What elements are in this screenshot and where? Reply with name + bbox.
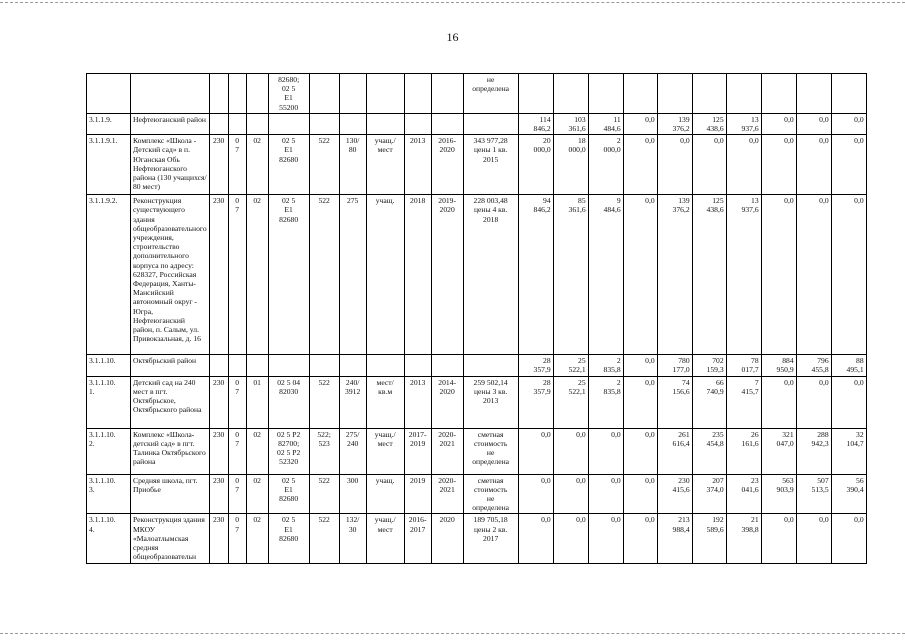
- funding-value: 0,0: [623, 474, 657, 514]
- row-number: 3.1.1.9.: [87, 113, 131, 134]
- target-article-code: 02 5 04 82030: [268, 376, 309, 428]
- funding-value: 0,0: [796, 376, 831, 428]
- funding-value: 103 361,6: [553, 113, 588, 134]
- target-article-code: [268, 355, 309, 376]
- ministry-code: [209, 74, 228, 114]
- design-year: 2019: [404, 474, 431, 514]
- funding-value: 192 589,6: [692, 514, 726, 564]
- funding-value: 2 835,8: [588, 355, 623, 376]
- design-year: 2017- 2019: [404, 428, 431, 474]
- investment-table: [86, 73, 867, 564]
- estimated-cost: сметная стоимость не определена: [463, 474, 518, 514]
- funding-value: 0,0: [588, 428, 623, 474]
- subsection-code: 02: [246, 514, 268, 564]
- section-code: 0 7: [228, 428, 246, 474]
- capacity-unit: [366, 74, 404, 114]
- expense-type-code: [309, 113, 339, 134]
- design-year: 2013: [404, 376, 431, 428]
- target-article-code: 82680; 02 5 Е1 55200: [268, 74, 309, 114]
- table-row: [87, 135, 867, 195]
- funding-value: 0,0: [692, 135, 726, 195]
- target-article-code: 02 5 Р2 82700; 02 5 Р2 52320: [268, 428, 309, 474]
- funding-value: 0,0: [518, 514, 553, 564]
- table-row: [87, 514, 867, 564]
- section-code: 0 7: [228, 135, 246, 195]
- table-row: [87, 195, 867, 355]
- subsection-code: 02: [246, 428, 268, 474]
- design-year: 2013: [404, 135, 431, 195]
- estimated-cost: не определена: [463, 74, 518, 114]
- scan-edge-top: [0, 2, 905, 3]
- target-article-code: [268, 113, 309, 134]
- funding-value: 321 047,0: [761, 428, 796, 474]
- table-row: [87, 74, 867, 114]
- funding-value: 0,0: [761, 376, 796, 428]
- funding-value: 0,0: [588, 474, 623, 514]
- subsection-code: 02: [246, 195, 268, 355]
- funding-value: 0,0: [623, 135, 657, 195]
- expense-type-code: [309, 355, 339, 376]
- funding-value: 288 942,3: [796, 428, 831, 474]
- funding-value: 0,0: [623, 113, 657, 134]
- target-article-code: 02 5 Е1 82680: [268, 474, 309, 514]
- funding-value: 0,0: [588, 514, 623, 564]
- table-row: [87, 428, 867, 474]
- funding-value: 235 454,8: [692, 428, 726, 474]
- funding-value: 66 740,9: [692, 376, 726, 428]
- capacity-unit: учащ.: [366, 474, 404, 514]
- funding-value: 32 104,7: [831, 428, 866, 474]
- ministry-code: 230: [209, 428, 228, 474]
- funding-value: 25 522,1: [553, 355, 588, 376]
- capacity-unit: учащ.: [366, 195, 404, 355]
- funding-value: 261 616,4: [657, 428, 692, 474]
- capacity: 300: [339, 474, 366, 514]
- scan-edge-bottom: [0, 633, 905, 634]
- construction-years: [431, 355, 463, 376]
- capacity: [339, 74, 366, 114]
- funding-value: 507 513,5: [796, 474, 831, 514]
- funding-value: 78 017,7: [726, 355, 761, 376]
- funding-value: 2 835,8: [588, 376, 623, 428]
- capacity-unit: [366, 355, 404, 376]
- funding-value: 25 522,1: [553, 376, 588, 428]
- subsection-code: [246, 113, 268, 134]
- row-number: 3.1.1.10.: [87, 355, 131, 376]
- funding-value: 125 438,6: [692, 195, 726, 355]
- funding-value: [692, 74, 726, 114]
- ministry-code: [209, 355, 228, 376]
- estimated-cost: [463, 355, 518, 376]
- funding-value: 7 415,7: [726, 376, 761, 428]
- funding-value: 563 903,9: [761, 474, 796, 514]
- funding-value: 0,0: [623, 355, 657, 376]
- funding-value: 9 484,6: [588, 195, 623, 355]
- funding-value: 0,0: [518, 428, 553, 474]
- funding-value: 85 361,6: [553, 195, 588, 355]
- funding-value: 13 937,6: [726, 195, 761, 355]
- funding-value: 0,0: [623, 376, 657, 428]
- construction-years: 2016- 2020: [431, 135, 463, 195]
- funding-value: 0,0: [518, 474, 553, 514]
- funding-value: 0,0: [657, 135, 692, 195]
- construction-years: [431, 74, 463, 114]
- funding-value: [657, 74, 692, 114]
- expense-type-code: 522: [309, 474, 339, 514]
- design-year: [404, 74, 431, 114]
- section-code: [228, 74, 246, 114]
- row-number: 3.1.1.9.2.: [87, 195, 131, 355]
- funding-value: 230 415,6: [657, 474, 692, 514]
- object-name: Комплекс «Школа - Детский сад» в п. Юганская Обь Нефтеюганского района (130 учащихся/ 80 мест): [131, 135, 210, 195]
- expense-type-code: 522: [309, 514, 339, 564]
- target-article-code: 02 5 Е1 82680: [268, 514, 309, 564]
- section-code: [228, 113, 246, 134]
- construction-years: 2019- 2020: [431, 195, 463, 355]
- object-name: Детский сад на 240 мест в пгт. Октябрьское, Октябрьского района: [131, 376, 210, 428]
- funding-value: 2 000,0: [588, 135, 623, 195]
- section-code: 0 7: [228, 195, 246, 355]
- object-name: Комплекс «Школа-детский сад» в пгт. Талинка Октябрьского района: [131, 428, 210, 474]
- expense-type-code: 522; 523: [309, 428, 339, 474]
- funding-value: 0,0: [831, 113, 866, 134]
- funding-value: 139 376,2: [657, 113, 692, 134]
- table-row: [87, 113, 867, 134]
- row-number: 3.1.1.10. 4.: [87, 514, 131, 564]
- funding-value: 18 000,0: [553, 135, 588, 195]
- ministry-code: [209, 113, 228, 134]
- funding-value: 114 846,2: [518, 113, 553, 134]
- funding-value: 0,0: [726, 135, 761, 195]
- funding-value: [796, 74, 831, 114]
- funding-value: 26 161,6: [726, 428, 761, 474]
- design-year: [404, 113, 431, 134]
- design-year: [404, 355, 431, 376]
- funding-value: 94 846,2: [518, 195, 553, 355]
- object-name: Октябрьский район: [131, 355, 210, 376]
- section-code: 0 7: [228, 474, 246, 514]
- subsection-code: [246, 74, 268, 114]
- funding-value: [588, 74, 623, 114]
- funding-value: 74 156,6: [657, 376, 692, 428]
- expense-type-code: 522: [309, 376, 339, 428]
- funding-value: 0,0: [831, 195, 866, 355]
- construction-years: 2020- 2021: [431, 474, 463, 514]
- funding-value: 11 484,6: [588, 113, 623, 134]
- construction-years: 2020: [431, 514, 463, 564]
- funding-value: 0,0: [553, 428, 588, 474]
- row-number: 3.1.1.10. 1.: [87, 376, 131, 428]
- ministry-code: 230: [209, 135, 228, 195]
- funding-value: 13 937,6: [726, 113, 761, 134]
- funding-value: 780 177,0: [657, 355, 692, 376]
- subsection-code: [246, 355, 268, 376]
- funding-value: [553, 74, 588, 114]
- funding-value: 0,0: [623, 428, 657, 474]
- estimated-cost: 259 502,14 цены 3 кв. 2013: [463, 376, 518, 428]
- section-code: 0 7: [228, 376, 246, 428]
- funding-value: 207 374,0: [692, 474, 726, 514]
- capacity-unit: учащ./ мест: [366, 428, 404, 474]
- capacity: 240/ 3912: [339, 376, 366, 428]
- funding-value: 0,0: [796, 195, 831, 355]
- funding-value: [623, 74, 657, 114]
- estimated-cost: сметная стоимость не определена: [463, 428, 518, 474]
- funding-value: 0,0: [831, 135, 866, 195]
- ministry-code: 230: [209, 376, 228, 428]
- funding-value: 0,0: [761, 113, 796, 134]
- subsection-code: 02: [246, 474, 268, 514]
- capacity-unit: мест/ кв.м: [366, 376, 404, 428]
- row-number: [87, 74, 131, 114]
- capacity: 130/ 80: [339, 135, 366, 195]
- funding-value: 0,0: [553, 474, 588, 514]
- funding-value: [761, 74, 796, 114]
- row-number: 3.1.1.9.1.: [87, 135, 131, 195]
- funding-value: 28 357,9: [518, 355, 553, 376]
- design-year: 2016- 2017: [404, 514, 431, 564]
- section-code: 0 7: [228, 514, 246, 564]
- object-name: Реконструкция здания МКОУ «Малоатлымская средняя общеобразовательн: [131, 514, 210, 564]
- ministry-code: 230: [209, 195, 228, 355]
- funding-value: 0,0: [761, 135, 796, 195]
- funding-value: 0,0: [796, 113, 831, 134]
- funding-value: 702 159,3: [692, 355, 726, 376]
- row-number: 3.1.1.10. 3.: [87, 474, 131, 514]
- funding-value: 0,0: [831, 376, 866, 428]
- funding-value: 139 376,2: [657, 195, 692, 355]
- ministry-code: 230: [209, 514, 228, 564]
- target-article-code: 02 5 Е1 82680: [268, 195, 309, 355]
- funding-value: 88 495,1: [831, 355, 866, 376]
- funding-value: 0,0: [553, 514, 588, 564]
- funding-value: 213 988,4: [657, 514, 692, 564]
- estimated-cost: 189 705,18 цены 2 кв. 2017: [463, 514, 518, 564]
- object-name: Нефтеюганский район: [131, 113, 210, 134]
- expense-type-code: [309, 74, 339, 114]
- funding-value: 28 357,9: [518, 376, 553, 428]
- section-code: [228, 355, 246, 376]
- table-row: [87, 376, 867, 428]
- funding-value: 20 000,0: [518, 135, 553, 195]
- funding-value: 0,0: [623, 195, 657, 355]
- row-number: 3.1.1.10. 2.: [87, 428, 131, 474]
- capacity: [339, 113, 366, 134]
- capacity-unit: учащ./ мест: [366, 135, 404, 195]
- expense-type-code: 522: [309, 135, 339, 195]
- expense-type-code: 522: [309, 195, 339, 355]
- funding-value: 125 438,6: [692, 113, 726, 134]
- estimated-cost: 343 977,28 цены 1 кв. 2015: [463, 135, 518, 195]
- funding-value: 0,0: [831, 514, 866, 564]
- object-name: Реконструкция существующего здания общеобразовательного учреждения, строительство дополнительного корпуса по адресу: 628327, Российская Федерация, Ханты-Мансийский автономный округ - Югра, Нефтеюганский район, п. Салым, ул. Привокзальная, д. 16: [131, 195, 210, 355]
- funding-value: 0,0: [761, 195, 796, 355]
- funding-value: 56 390,4: [831, 474, 866, 514]
- funding-value: 0,0: [623, 514, 657, 564]
- object-name: Средняя школа, пгт. Приобье: [131, 474, 210, 514]
- capacity: [339, 355, 366, 376]
- estimated-cost: 228 003,48 цены 4 кв. 2018: [463, 195, 518, 355]
- capacity: 275: [339, 195, 366, 355]
- capacity-unit: [366, 113, 404, 134]
- funding-value: 884 950,9: [761, 355, 796, 376]
- ministry-code: 230: [209, 474, 228, 514]
- capacity-unit: учащ./ мест: [366, 514, 404, 564]
- estimated-cost: [463, 113, 518, 134]
- capacity: 275/ 240: [339, 428, 366, 474]
- construction-years: [431, 113, 463, 134]
- funding-value: [726, 74, 761, 114]
- funding-value: 21 398,8: [726, 514, 761, 564]
- funding-value: [518, 74, 553, 114]
- construction-years: 2014- 2020: [431, 376, 463, 428]
- page-number: 16: [446, 30, 459, 44]
- funding-value: 0,0: [796, 514, 831, 564]
- funding-value: 23 041,6: [726, 474, 761, 514]
- table-row: [87, 474, 867, 514]
- construction-years: 2020- 2021: [431, 428, 463, 474]
- funding-value: 0,0: [761, 514, 796, 564]
- design-year: 2018: [404, 195, 431, 355]
- capacity: 132/ 30: [339, 514, 366, 564]
- object-name: [131, 74, 210, 114]
- subsection-code: 02: [246, 135, 268, 195]
- funding-value: 796 455,8: [796, 355, 831, 376]
- funding-value: 0,0: [796, 135, 831, 195]
- table-row: [87, 355, 867, 376]
- subsection-code: 01: [246, 376, 268, 428]
- target-article-code: 02 5 Е1 82680: [268, 135, 309, 195]
- funding-value: [831, 74, 866, 114]
